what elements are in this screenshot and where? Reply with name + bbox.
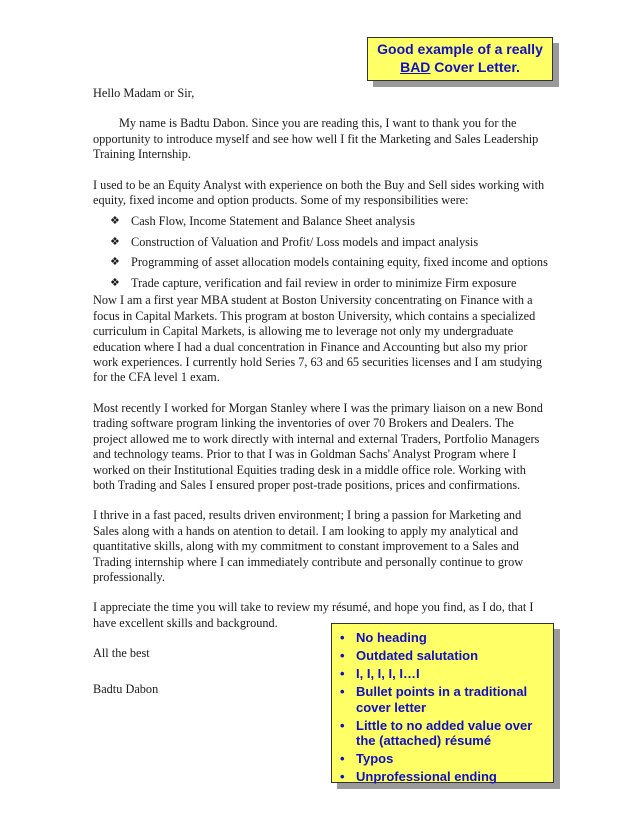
list-item: • Bullet points in a traditional cover letter — [340, 684, 528, 715]
bullet-dot-icon: • — [340, 751, 345, 766]
list-item: • Outdated salutation — [340, 648, 479, 663]
cover-letter-body — [93, 86, 548, 662]
list-item: • Typos — [340, 751, 394, 766]
critique-list — [332, 630, 553, 785]
salutation: Hello Madam or Sir, — [93, 86, 195, 100]
bullet-dot-icon: • — [340, 648, 345, 663]
bad-example-note — [367, 37, 553, 81]
closing: All the best — [93, 646, 150, 661]
list-item: • Unprofessional ending — [340, 769, 497, 784]
note-bad-word: BAD — [400, 59, 431, 75]
critique-note — [331, 623, 554, 783]
list-item: ❖ Trade capture, verification and fail review in order to minimize Firm exposure — [93, 273, 545, 294]
bullet-dot-icon: • — [340, 717, 345, 733]
diamond-bullet-icon: ❖ — [110, 215, 120, 228]
bullet-dot-icon: • — [340, 630, 345, 645]
diamond-bullet-icon: ❖ — [110, 235, 120, 248]
bullet-dot-icon: • — [340, 684, 345, 699]
paragraph-work-history: Most recently I worked for Morgan Stanley where I was the primary liaison on a new Bond trading software program linking the inventories of over 70 Brokers and Dealers. The project allowed me to work directly with internal and external Traders, Portfolio Managers and technology teams. Prior to that I was in Goldman Sachs' Analyst Program where I worked on their Institutional Equities trading desk in a middle office role. Working with both Trading and Sales I ensured proper post-trade positions, prices and confirmations. — [93, 400, 543, 492]
signature-name: Badtu Dabon — [93, 682, 159, 696]
paragraph-skills: I thrive in a fast paced, results driven environment; I bring a passion for Marketing and Sales along with a hands on atention to detail. I am looking to apply my analytical and quantitative skills, along with my commitment to constant improvement to a Sales and Trading internship where I can immediately contribute and personally continue to grow professionally. — [93, 508, 524, 584]
diamond-bullet-icon: ❖ — [110, 276, 120, 289]
diamond-bullet-icon: ❖ — [110, 256, 120, 269]
list-item: • Little to no added value over the (attached) résumé — [340, 717, 533, 748]
note-line-2-rest: Cover Letter. — [430, 59, 520, 75]
paragraph-thanks: I appreciate the time you will take to review my résumé, and hope you find, as I do, that I have excellent skills and background. — [93, 600, 534, 630]
list-item: ❖ Programming of asset allocation models containing equity, fixed income and options — [93, 252, 545, 273]
paragraph-intro: My name is Badtu Dabon. Since you are reading this, I want to thank you for the opportunity to introduce myself and see how well I fit the Marketing and Sales Leadership Training Internship. — [93, 116, 539, 162]
note-line-2 — [368, 58, 552, 76]
bullet-dot-icon: • — [340, 769, 345, 784]
list-item: • I, I, I, I, I…I — [340, 666, 420, 681]
paragraph-experience: I used to be an Equity Analyst with experience on both the Buy and Sell sides working with equity, fixed income and option products. Some of my responsibilities were: — [93, 177, 545, 208]
list-item: • No heading — [340, 630, 427, 645]
bullet-dot-icon: • — [340, 666, 345, 681]
paragraph-education: Now I am a first year MBA student at Boston University concentrating on Finance with a focus in Capital Markets. This program at boston University, which contains a specialized curriculum in Capital Markets, is allowing me to leverage not only my undergraduate education where I had a dual concentration in Finance and Accounting but also my prior work experiences. I currently hold Series 7, 63 and 65 securities licenses and I am studying for the CFA level 1 exam. — [93, 293, 543, 385]
list-item: ❖ Cash Flow, Income Statement and Balance Sheet analysis — [93, 211, 545, 232]
responsibilities-list — [93, 211, 548, 293]
list-item: ❖ Construction of Valuation and Profit/ Loss models and impact analysis — [93, 232, 545, 253]
note-line-1: Good example of a really — [377, 41, 543, 57]
